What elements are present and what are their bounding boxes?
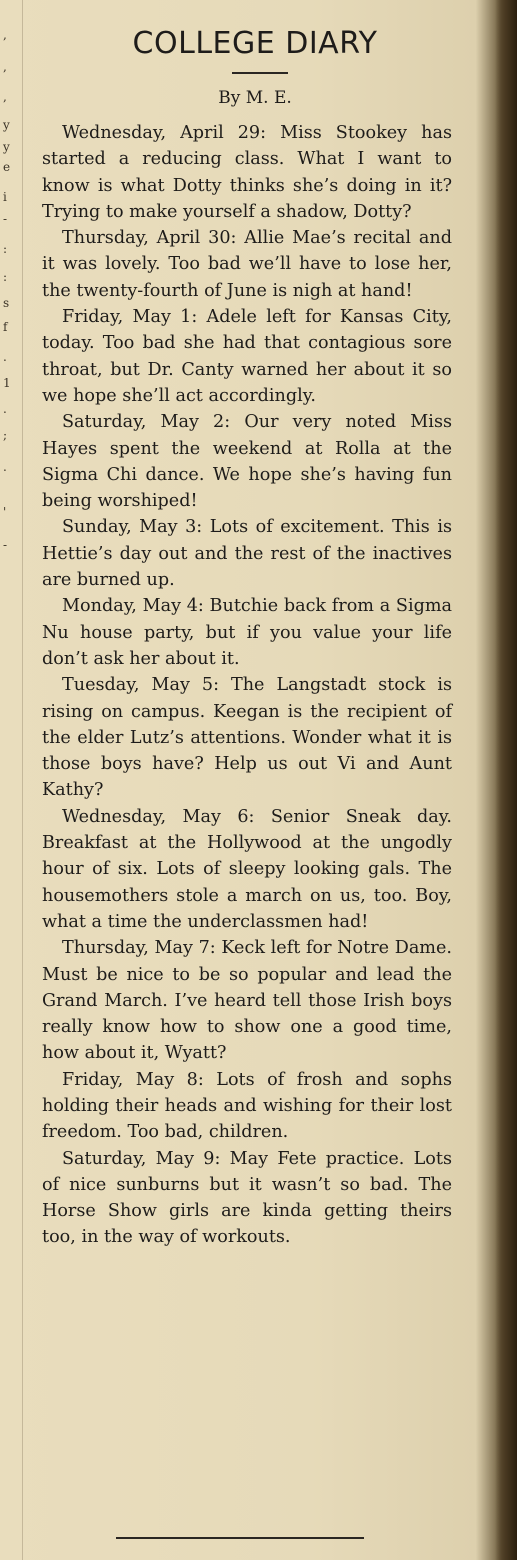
closing-rule [116,1537,364,1539]
article-body [42,120,452,1251]
article-title: COLLEGE DIARY [132,26,378,61]
diary-entry: Thursday, April 30: Allie Mae’s recital and it was lovely. Too bad we’ll have to lose her, the twenty-fourth of June is nigh at hand! [42,228,452,301]
diary-entry: Wednesday, April 29: Miss Stookey has started a reducing class. What I want to know is what Dotty thinks she’s doing in it? Trying to make yourself a shadow, Dotty? [42,123,452,222]
gutter-mark: e [3,160,11,174]
gutter-mark: - [3,212,8,226]
gutter-mark: . [3,460,7,474]
gutter-mark: ; [3,428,8,442]
diary-entry: Tuesday, May 5: The Langstadt stock is rising on campus. Keegan is the recipient of the elder Lutz’s attentions. Wonder what it is those boys have? Help us out Vi and Aunt Kathy? [42,675,452,801]
gutter-mark: : [3,270,8,284]
gutter-mark: y [3,118,10,132]
gutter-mark: s [3,296,10,310]
adjacent-column-fragments [0,0,14,1560]
gutter-mark: y [3,140,10,154]
diary-entry: Saturday, May 9: May Fete practice. Lots of nice sunburns but it wasn’t so bad. The Horse Show girls are kinda getting theirs too, in the way of workouts. [42,1148,452,1248]
gutter-mark: : [3,242,8,256]
byline: By M. E. [218,88,292,108]
gutter-mark: i [3,190,7,204]
gutter-mark: ' [3,505,7,519]
gutter-mark: . [3,350,7,364]
gutter-mark: , [3,28,7,42]
diary-entry: Friday, May 8: Lots of frosh and sophs holding their heads and wishing for their lost freedom. Too bad, children. [42,1069,452,1143]
diary-entry: Monday, May 4: Butchie back from a Sigma Nu house party, but if you value your life don’t ask her about it. [42,596,452,669]
gutter-mark: , [3,60,7,74]
page-spine-shadow [495,0,517,1560]
gutter-mark: , [3,90,7,104]
column-divider [22,0,23,1560]
gutter-mark: 1 [3,376,11,390]
gutter-mark: f [3,320,8,334]
diary-entry: Sunday, May 3: Lots of excitement. This is Hettie’s day out and the rest of the inactives are burned up. [42,517,452,591]
diary-entry: Wednesday, May 6: Senior Sneak day. Breakfast at the Hollywood at the ungodly hour of six. Lots of sleepy looking gals. The housemothers stole a march on us, too. Boy, what a time the underclassmen had! [42,806,452,932]
gutter-mark: - [3,538,8,552]
gutter-mark: . [3,402,7,416]
title-underline [232,72,288,74]
diary-entry: Friday, May 1: Adele left for Kansas City, today. Too bad she had that contagious sore throat, but Dr. Canty warned her about it so we hope she’ll act accordingly. [42,307,452,406]
diary-entry: Saturday, May 2: Our very noted Miss Hayes spent the weekend at Rolla at the Sigma Chi dance. We hope she’s having fun being worshiped! [42,412,452,512]
diary-entry: Thursday, May 7: Keck left for Notre Dame. Must be nice to be so popular and lead the Grand March. I’ve heard tell those Irish boys really know how to show one a good time, how about it, Wyatt? [42,938,452,1064]
